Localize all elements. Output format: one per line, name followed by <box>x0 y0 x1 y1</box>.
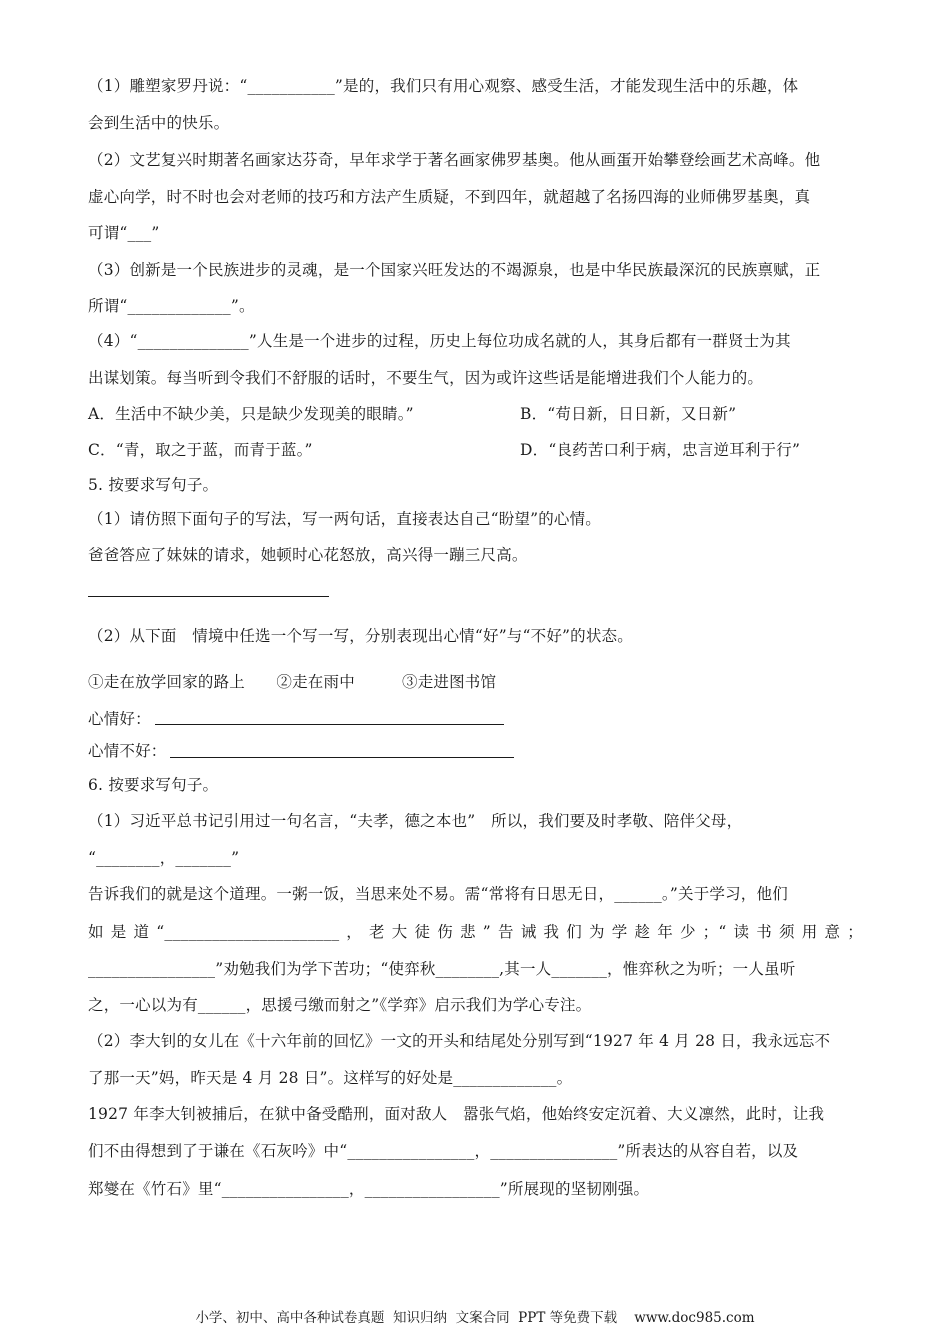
q5-situations: ①走在放学回家的路上 ②走在雨中 ③走进图书馆 <box>88 673 497 691</box>
q5-part-1-prompt: （1）请仿照下面句子的写法，写一两句话，直接表达自己“盼望”的心情。 <box>88 510 602 528</box>
q4-item-1-line-2: 会到生活中的快乐。 <box>88 114 230 132</box>
q6-part-2-line-4: 们不由得想到了于谦在《石灰吟》中“________________，________________”所表达的从容自若，以及 <box>88 1142 799 1160</box>
q4-item-1-line-1: （1）雕塑家罗丹说：“___________”是的，我们只有用心观察、感受生活，才能发现生活中的乐趣，体 <box>88 77 799 95</box>
option-b: B．“苟日新，日日新，又日新” <box>520 405 737 423</box>
q6-part-1-line-3: 告诉我们的就是这个道理。一粥一饭，当思来处不易。需“常将有日思无日，______。”关于学习，他们 <box>88 885 788 903</box>
q6-heading: 6. 按要求写句子。 <box>88 776 219 794</box>
q4-item-4-line-2: 出谋划策。每当听到令我们不舒服的话时，不要生气，因为或许这些话是能增进我们个人能力的。 <box>88 369 764 387</box>
footer-text: 小学、初中、高中各种试卷真题 知识归纳 文案合同 PPT 等免费下载 www.doc985.com <box>195 1310 755 1326</box>
q5-answer-line <box>88 596 329 597</box>
option-c: C．“青，取之于蓝，而青于蓝。” <box>88 441 313 459</box>
q5-part-1-example: 爸爸答应了妹妹的请求，她顿时心花怒放，高兴得一蹦三尺高。 <box>88 546 528 564</box>
q6-part-2-line-5: 郑燮在《竹石》里“________________，_________________”所展现的坚韧刚强。 <box>88 1180 650 1198</box>
q6-part-1-line-1: （1）习近平总书记引用过一句名言，“夫孝，德之本也” 所以，我们要及时孝敬、陪伴父母， <box>88 812 743 830</box>
q6-part-2-line-3: 1927 年李大钊被捕后，在狱中备受酷刑，面对敌人 嚣张气焰，他始终安定沉着、大义凛然，此时，让我 <box>88 1105 825 1123</box>
mood-bad-label: 心情不好： <box>88 742 167 760</box>
q5-part-2-prompt: （2）从下面 情境中任选一个写一写，分别表现出心情“好”与“不好”的状态。 <box>88 627 633 645</box>
q4-item-3-line-1: （3）创新是一个民族进步的灵魂，是一个国家兴旺发达的不竭源泉，也是中华民族最深沉的民族禀赋，正 <box>88 261 821 279</box>
q4-item-2-line-3: 可谓“___” <box>88 224 160 242</box>
q4-item-4-line-1: （4）“______________”人生是一个进步的过程，历史上每位功成名就的人，其身后都有一群贤士为其 <box>88 332 791 350</box>
q4-item-2-line-1: （2）文艺复兴时期著名画家达芬奇，早年求学于著名画家佛罗基奥。他从画蛋开始攀登绘画艺术高峰。他 <box>88 151 821 169</box>
q6-part-2-line-1: （2）李大钊的女儿在《十六年前的回忆》一文的开头和结尾处分别写到“1927 年 4 月 28 日，我永远忘不 <box>88 1032 831 1050</box>
option-d: D．“良药苦口利于病，忠言逆耳利于行” <box>520 441 801 459</box>
mood-bad-answer-line <box>170 757 514 758</box>
option-a: A．生活中不缺少美，只是缺少发现美的眼睛。” <box>88 405 414 423</box>
q6-part-1-line-5: ________________”劝勉我们为学下苦功；“使弈秋________,其一人_______，惟弈秋之为听；一人虽听 <box>88 960 796 978</box>
q6-part-1-line-6: 之，一心以为有______，思援弓缴而射之”《学弈》启示我们为学心专注。 <box>88 996 592 1014</box>
q6-part-1-line-2: “________，_______” <box>88 849 240 867</box>
q6-part-2-line-2: 了那一天”妈，昨天是 4 月 28 日”。这样写的好处是_____________。 <box>88 1069 573 1087</box>
q6-part-1-line-4: 如是道“______________________，老大徒伤悲”告诫我们为学趁年少；“读书须用意； <box>88 923 863 941</box>
q4-item-2-line-2: 虚心向学，时不时也会对老师的技巧和方法产生质疑，不到四年，就超越了名扬四海的业师佛罗基奥，真 <box>88 188 811 206</box>
q4-item-3-line-2: 所谓“_____________”。 <box>88 297 255 315</box>
mood-good-answer-line <box>155 724 504 725</box>
q5-heading: 5. 按要求写句子。 <box>88 476 219 494</box>
mood-good-label: 心情好： <box>88 710 151 728</box>
